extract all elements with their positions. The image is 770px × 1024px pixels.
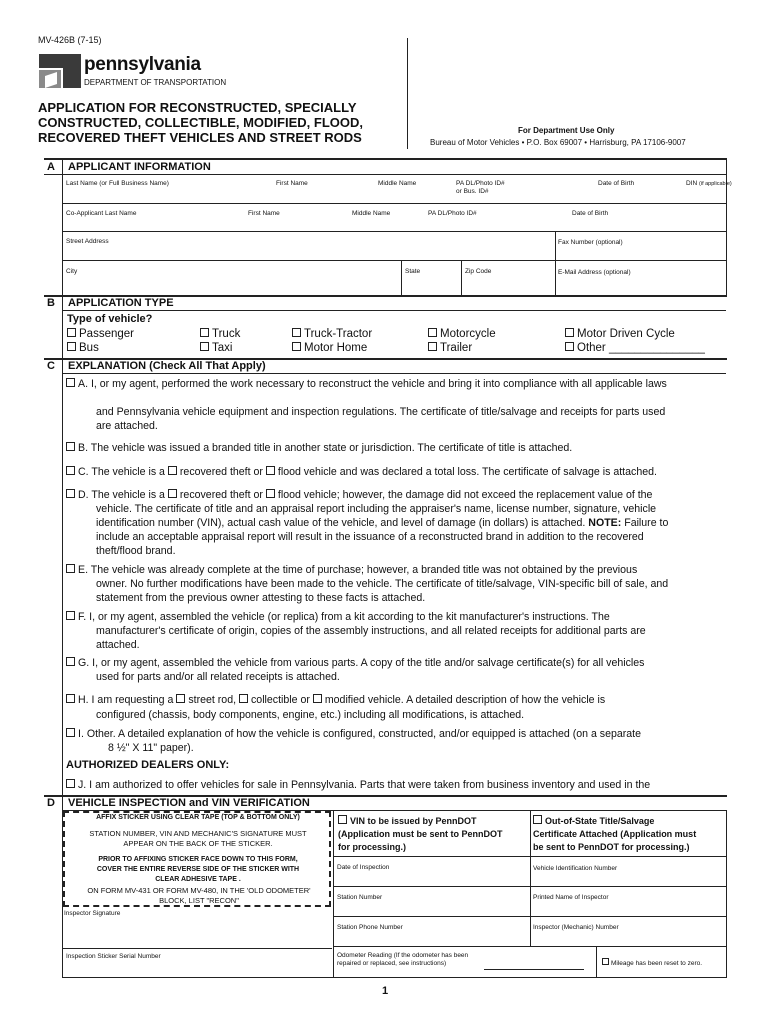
explanation-f-line3: attached. xyxy=(96,639,140,651)
last-name-field[interactable]: Last Name (or Full Business Name) xyxy=(66,180,169,187)
station-number-field[interactable]: Station Number xyxy=(337,894,383,901)
email-divider xyxy=(555,260,556,295)
explanation-e-line2: owner. No further modifications have been made to the vehicle. The certificate of title/salvage, VIN-specific bill of sale, and xyxy=(96,578,669,590)
other-checkbox[interactable] xyxy=(565,342,574,351)
section-d-right-border xyxy=(726,810,727,978)
section-d-letter: D xyxy=(47,797,55,809)
h-street-rod-checkbox[interactable] xyxy=(176,694,185,703)
d-rule-3 xyxy=(333,916,726,917)
option-truck-tractor[interactable]: Truck-Tractor xyxy=(292,328,372,340)
explanation-f-checkbox[interactable] xyxy=(66,611,75,620)
explanation-e-checkbox[interactable] xyxy=(66,564,75,573)
mileage-reset-option[interactable]: Mileage has been reset to zero. xyxy=(602,958,702,968)
option-motorcycle[interactable]: Motorcycle xyxy=(428,328,496,340)
vin-issued-checkbox[interactable] xyxy=(338,815,347,824)
option-trailer[interactable]: Trailer xyxy=(428,342,472,354)
row-rule-3 xyxy=(62,260,726,261)
sticker-instruction-4: ON FORM MV-431 OR FORM MV-480, IN THE 'OLD ODOMETER' BLOCK, LIST "RECON" xyxy=(87,886,311,905)
taxi-checkbox[interactable] xyxy=(200,342,209,351)
agency-state: pennsylvania xyxy=(84,54,201,75)
d-rule-4 xyxy=(333,946,726,947)
row-rule-1 xyxy=(62,203,726,204)
explanation-a[interactable]: A. I, or my agent, performed the work necessary to reconstruct the vehicle and bring it into compliance with all applicable laws xyxy=(66,377,667,391)
section-a-left-border xyxy=(62,174,63,295)
row-rule-2 xyxy=(62,231,726,232)
section-a-heading: APPLICANT INFORMATION xyxy=(68,161,211,173)
page-title: APPLICATION FOR RECONSTRUCTED, SPECIALLY CONSTRUCTED, COLLECTIBLE, MODIFIED, FLOOD, RECOVERED THEFT VEHICLES AND STREET RODS xyxy=(38,100,363,145)
odometer-field[interactable]: Odometer Reading (If the odometer has been repaired or replaced, see instructions) xyxy=(337,952,469,967)
explanation-f-line2: manufacturer's certificate of origin, copies of the assembly instructions, and all related receipts for additional parts are xyxy=(96,625,646,637)
explanation-i-line2: 8 ½" X 11" paper). xyxy=(108,742,194,754)
co-applicant-first-field[interactable]: First Name xyxy=(248,210,280,217)
explanation-c[interactable]: C. The vehicle is a recovered theft or flood vehicle and was declared a total loss. The certificate of salvage is attached. xyxy=(66,465,657,479)
motorcycle-checkbox[interactable] xyxy=(428,328,437,337)
vin-field[interactable]: Vehicle Identification Number xyxy=(533,865,618,872)
dl-photo-id-field[interactable]: PA DL/Photo ID# or Bus. ID# xyxy=(456,180,505,195)
truck-checkbox[interactable] xyxy=(200,328,209,337)
section-b-heading-rule xyxy=(62,310,726,311)
sticker-column-divider xyxy=(333,810,334,978)
d-rule-2 xyxy=(333,886,726,887)
dob-field[interactable]: Date of Birth xyxy=(598,180,635,187)
explanation-f[interactable]: F. I, or my agent, assembled the vehicle (or replica) from a kit according to the kit manufacturer's instructions. The xyxy=(66,610,610,624)
explanation-a-line2: and Pennsylvania vehicle equipment and inspection regulations. The certificate of title/salvage and receipts for parts used xyxy=(96,406,666,418)
section-c-letter: C xyxy=(47,360,55,372)
explanation-d[interactable]: D. The vehicle is a recovered theft or flood vehicle; however, the damage did not exceed the replacement value of the xyxy=(66,488,652,502)
motor-home-checkbox[interactable] xyxy=(292,342,301,351)
option-truck[interactable]: Truck xyxy=(200,328,240,340)
din-field[interactable]: DIN (if applicable) xyxy=(686,180,732,187)
truck-tractor-checkbox[interactable] xyxy=(292,328,301,337)
explanation-g-line2: used for parts and/or all related receipts is attached. xyxy=(96,671,340,683)
co-applicant-last-field[interactable]: Co-Applicant Last Name xyxy=(66,210,137,217)
zip-field[interactable]: Zip Code xyxy=(465,268,492,275)
date-of-inspection-field[interactable]: Date of Inspection xyxy=(337,864,390,871)
sticker-instruction-3: PRIOR TO AFFIXING STICKER FACE DOWN TO THIS FORM, COVER THE ENTIRE REVERSE SIDE OF THE STICKER WITH CLEAR ADHESIVE TAPE . xyxy=(96,856,300,883)
section-a-letter-divider xyxy=(62,158,63,174)
explanation-a-checkbox[interactable] xyxy=(66,378,75,387)
sticker-instruction-1: AFFIX STICKER USING CLEAR TAPE (TOP & BOTTOM ONLY) xyxy=(96,814,300,821)
h-modified-checkbox[interactable] xyxy=(313,694,322,703)
vehicle-type-question: Type of vehicle? xyxy=(67,313,153,325)
explanation-g[interactable]: G. I, or my agent, assembled the vehicle from various parts. A copy of the title and/or salvage certificate(s) for all vehicles xyxy=(66,656,644,670)
co-applicant-dob-field[interactable]: Date of Birth xyxy=(572,210,609,217)
section-a-letter: A xyxy=(47,161,55,173)
co-applicant-middle-field[interactable]: Middle Name xyxy=(352,210,391,217)
section-a-top-rule xyxy=(44,158,727,160)
co-applicant-dl-field[interactable]: PA DL/Photo ID# xyxy=(428,210,477,217)
section-b-letter-divider xyxy=(62,295,63,358)
zip-divider xyxy=(461,260,462,295)
explanation-e[interactable]: E. The vehicle was already complete at the time of purchase; however, a branded title was not obtained by the previous xyxy=(66,563,637,577)
street-address-field[interactable]: Street Address xyxy=(66,238,109,245)
agency-department: DEPARTMENT OF TRANSPORTATION xyxy=(84,78,227,87)
fax-divider xyxy=(555,231,556,260)
station-phone-field[interactable]: Station Phone Number xyxy=(337,924,403,931)
motor-driven-cycle-checkbox[interactable] xyxy=(565,328,574,337)
d-rule-1 xyxy=(333,856,726,857)
city-field[interactable]: City xyxy=(66,268,78,275)
state-divider xyxy=(401,260,402,295)
bus-checkbox[interactable] xyxy=(67,342,76,351)
section-a-heading-rule xyxy=(44,174,727,175)
section-c-left-border xyxy=(62,358,63,795)
section-d-bottom-rule xyxy=(62,977,727,978)
sticker-serial-field[interactable]: Inspection Sticker Serial Number xyxy=(66,953,161,960)
inspector-signature-field[interactable]: Inspector Signature xyxy=(64,910,121,917)
d-recovered-theft-checkbox[interactable] xyxy=(168,489,177,498)
explanation-h[interactable]: H. I am requesting a street rod, collectible or modified vehicle. A detailed description of how the vehicle is xyxy=(66,693,605,707)
form-number: MV-426B (7-15) xyxy=(38,35,102,45)
explanation-d-line2: vehicle. The certificate of title and an appraisal report including the appraiser's name, license number, signature, vehicle xyxy=(96,503,657,515)
vin-issued-option[interactable]: VIN to be issued by PennDOT (Application must be sent to PennDOT for processing.) xyxy=(338,816,503,852)
option-taxi[interactable]: Taxi xyxy=(200,342,232,354)
out-of-state-option[interactable]: Out-of-State Title/Salvage Certificate Attached (Application must be sent to PennDOT for processing.) xyxy=(533,816,697,852)
authorized-dealers-heading: AUTHORIZED DEALERS ONLY: xyxy=(66,759,230,771)
explanation-d-line3: identification number (VIN), actual cash value of the vehicle, and level of damage (in dollars) is attached. NOTE: Failure to xyxy=(96,517,669,529)
c-flood-checkbox[interactable] xyxy=(266,466,275,475)
sticker-instruction-2: STATION NUMBER, VIN AND MECHANIC'S SIGNATURE MUST APPEAR ON THE BACK OF THE STICKER. xyxy=(89,829,307,848)
explanation-a-line3: are attached. xyxy=(96,420,158,432)
first-name-field[interactable]: First Name xyxy=(276,180,308,187)
odometer-underline xyxy=(484,969,584,970)
explanation-i[interactable]: I. Other. A detailed explanation of how the vehicle is configured, constructed, and/or equipped is attached (on a separate xyxy=(66,727,641,741)
out-of-state-checkbox[interactable] xyxy=(533,815,542,824)
explanation-b-checkbox[interactable] xyxy=(66,442,75,451)
dept-use-label: For Department Use Only xyxy=(518,126,615,135)
section-b-letter: B xyxy=(47,297,55,309)
section-a-right-border xyxy=(726,158,727,295)
option-other[interactable]: Other _______________ xyxy=(565,342,705,354)
trailer-checkbox[interactable] xyxy=(428,342,437,351)
mileage-reset-checkbox[interactable] xyxy=(602,958,609,965)
header-divider xyxy=(407,38,408,149)
section-b-heading: APPLICATION TYPE xyxy=(68,297,174,309)
vin-column-divider xyxy=(530,810,531,947)
option-motor-home[interactable]: Motor Home xyxy=(292,342,367,354)
section-c-heading-rule xyxy=(62,373,726,374)
section-c-heading: EXPLANATION (Check All That Apply) xyxy=(68,360,266,372)
middle-name-field[interactable]: Middle Name xyxy=(378,180,417,187)
explanation-j[interactable]: J. I am authorized to offer vehicles for sale in Pennsylvania. Parts that were taken from business inventory and used in the xyxy=(66,778,650,792)
section-d-heading: VEHICLE INSPECTION and VIN VERIFICATION xyxy=(68,797,310,809)
state-field[interactable]: State xyxy=(405,268,421,275)
explanation-c-checkbox[interactable] xyxy=(66,466,75,475)
h-collectible-checkbox[interactable] xyxy=(239,694,248,703)
explanation-d-checkbox[interactable] xyxy=(66,489,75,498)
signature-rule xyxy=(62,948,332,949)
dept-use-address: Bureau of Motor Vehicles • P.O. Box 69007 • Harrisburg, PA 17106-9007 xyxy=(430,138,686,147)
explanation-j-checkbox[interactable] xyxy=(66,779,75,788)
option-bus[interactable]: Bus xyxy=(67,342,99,354)
explanation-g-checkbox[interactable] xyxy=(66,657,75,666)
passenger-checkbox[interactable] xyxy=(67,328,76,337)
mileage-divider xyxy=(596,946,597,978)
page-number: 1 xyxy=(382,985,389,997)
explanation-b[interactable]: B. The vehicle was issued a branded title in another state or jurisdiction. The certificate of title is attached. xyxy=(66,441,572,455)
option-motor-driven-cycle[interactable]: Motor Driven Cycle xyxy=(565,328,675,340)
fax-field[interactable]: Fax Number (optional) xyxy=(558,239,623,246)
email-field[interactable]: E-Mail Address (optional) xyxy=(558,269,631,276)
explanation-h-line2: configured (chassis, body components, engine, etc.) including all modifications, is attached. xyxy=(96,709,525,721)
c-recovered-theft-checkbox[interactable] xyxy=(168,466,177,475)
explanation-i-checkbox[interactable] xyxy=(66,728,75,737)
explanation-e-line3: statement from the previous owner attesting to these facts is attached. xyxy=(96,592,426,604)
inspector-number-field[interactable]: Inspector (Mechanic) Number xyxy=(533,924,619,931)
explanation-d-line4: include an acceptable appraisal report will result in the issuance of a reconstructed brand in addition to the recovered xyxy=(96,531,644,543)
option-passenger[interactable]: Passenger xyxy=(67,328,134,340)
explanation-h-checkbox[interactable] xyxy=(66,694,75,703)
explanation-d-line5: theft/flood brand. xyxy=(96,545,176,557)
d-flood-checkbox[interactable] xyxy=(266,489,275,498)
penndot-logo-icon xyxy=(37,54,81,88)
inspector-name-field[interactable]: Printed Name of Inspector xyxy=(533,894,609,901)
